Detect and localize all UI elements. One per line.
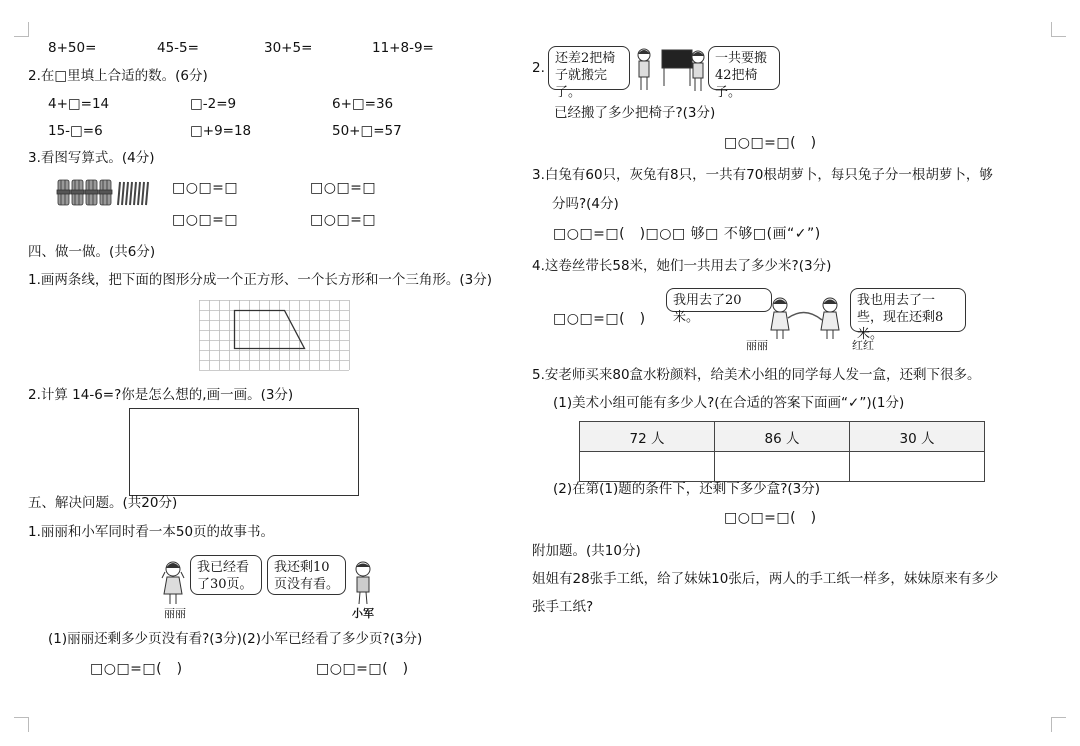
check-cell[interactable] <box>580 452 715 482</box>
answer-template: □○□=□( ) <box>553 311 646 327</box>
question-text: 张手工纸? <box>532 599 594 615</box>
corner-mark <box>14 717 29 732</box>
speech-bubble: 我还剩10页没有看。 <box>267 555 346 595</box>
fill-item: □-2=9 <box>190 96 237 112</box>
fill-item: 50+□=57 <box>332 123 402 139</box>
question-text: 3.白兔有60只，灰兔有8只，一共有70根胡萝卜，每只兔子分一根胡萝卜，够 <box>532 167 993 183</box>
question-title: 2.在□里填上合适的数。(6分) <box>28 68 208 84</box>
boy-figure <box>350 560 376 606</box>
corner-mark <box>1051 717 1066 732</box>
question-title: 3.看图写算式。(4分) <box>28 150 155 166</box>
question-text: 4.这卷丝带长58米，她们一共用去了多少米?(3分) <box>532 258 832 274</box>
answer-template: □○□=□( )□○□ 够□ 不够□(画“✓”) <box>553 226 821 242</box>
speech-bubble: 我也用去了一些，现在还剩8米。 <box>850 288 966 332</box>
check-cell[interactable] <box>715 452 850 482</box>
fill-item: 4+□=14 <box>48 96 110 112</box>
answer-table <box>579 421 985 482</box>
equation-template: □○□=□ <box>310 180 377 196</box>
section-title: 附加题。(共10分) <box>532 543 641 559</box>
option-72: 72 人 <box>580 422 715 452</box>
speech-bubble: 一共要搬42把椅子。 <box>708 46 780 90</box>
grid-trapezoid-figure <box>199 300 350 371</box>
question-text: 1.丽丽和小军同时看一本50页的故事书。 <box>28 524 275 540</box>
question-text: 分吗?(4分) <box>552 196 619 212</box>
girls-ribbon-figure <box>760 296 850 340</box>
option-30: 30 人 <box>850 422 985 452</box>
question-text: 2.计算 14-6=?你是怎么想的,画一画。(3分) <box>28 387 294 403</box>
speech-bubble: 我已经看了30页。 <box>190 555 262 595</box>
equation-template: □○□=□ <box>172 212 239 228</box>
corner-mark <box>14 22 29 37</box>
speech-bubble: 还差2把椅子就搬完了。 <box>548 46 630 90</box>
question-text: (1)丽丽还剩多少页没有看?(3分)(2)小军已经看了多少页?(3分) <box>48 631 423 647</box>
moving-chairs-figure <box>632 46 708 94</box>
oral-calc-item: 30+5= <box>264 40 313 56</box>
question-text: 已经搬了多少把椅子?(3分) <box>554 105 716 121</box>
section-title: 四、做一做。(共6分) <box>28 244 156 260</box>
oral-calc-item: 8+50= <box>48 40 97 56</box>
question-text: (1)美术小组可能有多少人?(在合适的答案下面画“✓”)(1分) <box>553 395 905 411</box>
speech-bubble: 我用去了20米。 <box>666 288 772 312</box>
question-text: (2)在第(1)题的条件下，还剩下多少盒?(3分) <box>553 481 821 497</box>
character-name: 丽丽 <box>746 339 768 352</box>
fill-item: 15-□=6 <box>48 123 103 139</box>
question-text: 5.安老师买来80盒水粉颜料，给美术小组的同学每人发一盒，还剩下很多。 <box>532 367 981 383</box>
corner-mark <box>1051 22 1066 37</box>
answer-template: □○□=□( ) <box>724 135 817 151</box>
answer-template: □○□=□( ) <box>724 510 817 526</box>
fill-item: □+9=18 <box>190 123 252 139</box>
character-name: 小军 <box>352 607 374 620</box>
oral-calc-item: 45-5= <box>157 40 199 56</box>
equation-template: □○□=□ <box>172 180 239 196</box>
question-text: 1.画两条线，把下面的图形分成一个正方形、一个长方形和一个三角形。(3分) <box>28 272 493 288</box>
answer-template: □○□=□( ) <box>90 661 183 677</box>
answer-template: □○□=□( ) <box>316 661 409 677</box>
character-name: 红红 <box>852 339 874 352</box>
oral-calc-item: 11+8-9= <box>372 40 434 56</box>
question-text: 姐姐有28张手工纸，给了妹妹10张后，两人的手工纸一样多，妹妹原来有多少 <box>532 571 999 587</box>
option-86: 86 人 <box>715 422 850 452</box>
fill-item: 6+□=36 <box>332 96 394 112</box>
equation-template: □○□=□ <box>310 212 377 228</box>
question-number: 2. <box>532 60 545 76</box>
check-cell[interactable] <box>850 452 985 482</box>
stick-bundles-figure <box>56 178 152 208</box>
character-name: 丽丽 <box>164 607 186 620</box>
section-title: 五、解决问题。(共20分) <box>28 495 178 511</box>
drawing-box[interactable] <box>129 408 359 496</box>
girl-figure <box>160 560 186 606</box>
